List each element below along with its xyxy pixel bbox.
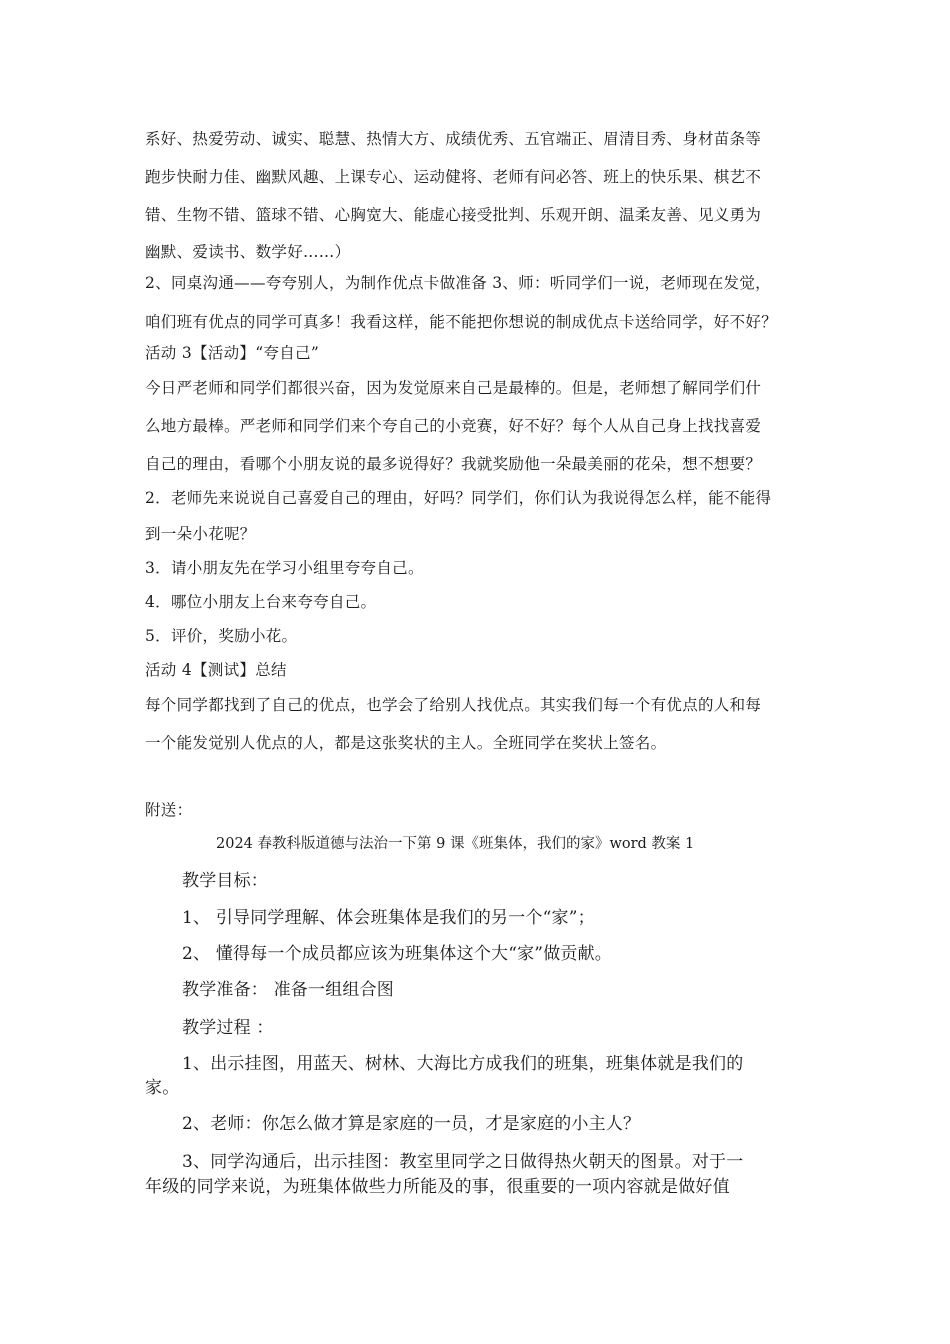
appendix-label: 附送： — [145, 801, 193, 819]
objectives-label: 教学目标： — [182, 871, 268, 891]
text-line: 么地方最棒。严老师和同学们来个夸自己的小竞赛，好不好？每个人从自己身上找找喜爱 — [145, 417, 762, 435]
text-line: 今日严老师和同学们都很兴奋，因为发觉原来自己是最棒的。但是，老师想了解同学们什 — [145, 379, 762, 397]
text-line: 3．请小朋友先在学习小组里夸夸自己。 — [145, 559, 424, 577]
document-title: 2024 春教科版道德与法治一下第 9 课《班集体，我们的家》word 教案 1 — [216, 836, 695, 852]
text-line: 自己的理由，看哪个小朋友说的最多说得好？我就奖励他一朵最美丽的花朵，想不想要？ — [145, 455, 762, 473]
objective-item: 2、 懂得每一个成员都应该为班集体这个大“家”做贡献。 — [182, 944, 613, 964]
process-step: 家。 — [145, 1078, 180, 1098]
text-line: 幽默、爱读书、数学好……） — [145, 243, 351, 261]
text-line: 到一朵小花呢？ — [145, 525, 256, 543]
objective-item: 1、 引导同学理解、体会班集体是我们的另一个“家”； — [182, 908, 595, 928]
text-line: 5．评价，奖励小花。 — [145, 627, 298, 645]
text-line: 2．老师先来说说自己喜爱自己的理由，好吗？同学们，你们认为我说得怎么样，能不能得 — [145, 489, 772, 507]
activity-heading: 活动 4【测试】总结 — [145, 661, 287, 679]
text-line: 每个同学都找到了自己的优点，也学会了给别人找优点。其实我们每一个有优点的人和每 — [145, 696, 762, 714]
process-step: 3、同学沟通后，出示挂图：教室里同学之日做得热火朝天的图景。对于一 — [182, 1152, 744, 1172]
process-step: 年级的同学来说，为班集体做些力所能及的事，很重要的一项内容就是做好值 — [145, 1177, 730, 1197]
process-step: 2、老师：你怎么做才算是家庭的一员，才是家庭的小主人？ — [182, 1114, 641, 1134]
activity-heading: 活动 3【活动】“夸自己” — [145, 344, 320, 362]
text-line: 系好、热爱劳动、诚实、聪慧、热情大方、成绩优秀、五官端正、眉清目秀、身材苗条等 — [145, 130, 762, 148]
text-line: 一个能发觉别人优点的人，都是这张奖状的主人。全班同学在奖状上签名。 — [145, 734, 667, 752]
text-line: 4．哪位小朋友上台来夸夸自己。 — [145, 593, 377, 611]
process-step: 1、出示挂图，用蓝天、树林、大海比方成我们的班集，班集体就是我们的 — [182, 1054, 744, 1074]
text-line: 跑步快耐力佳、幽默风趣、上课专心、运动健将、老师有问必答、班上的快乐果、棋艺不 — [145, 168, 762, 186]
text-line: 2、同桌沟通——夸夸别人，为制作优点卡做准备 3、师：听同学们一说，老师现在发觉， — [145, 274, 771, 292]
text-line: 错、生物不错、篮球不错、心胸宽大、能虚心接受批判、乐观开朗、温柔友善、见义勇为 — [145, 206, 762, 224]
text-line: 咱们班有优点的同学可真多！我看这样，能不能把你想说的制成优点卡送给同学，好不好？ — [145, 313, 778, 331]
process-label: 教学过程 ： — [182, 1018, 274, 1038]
preparation-line: 教学准备： 准备一组组合图 — [182, 980, 395, 1000]
